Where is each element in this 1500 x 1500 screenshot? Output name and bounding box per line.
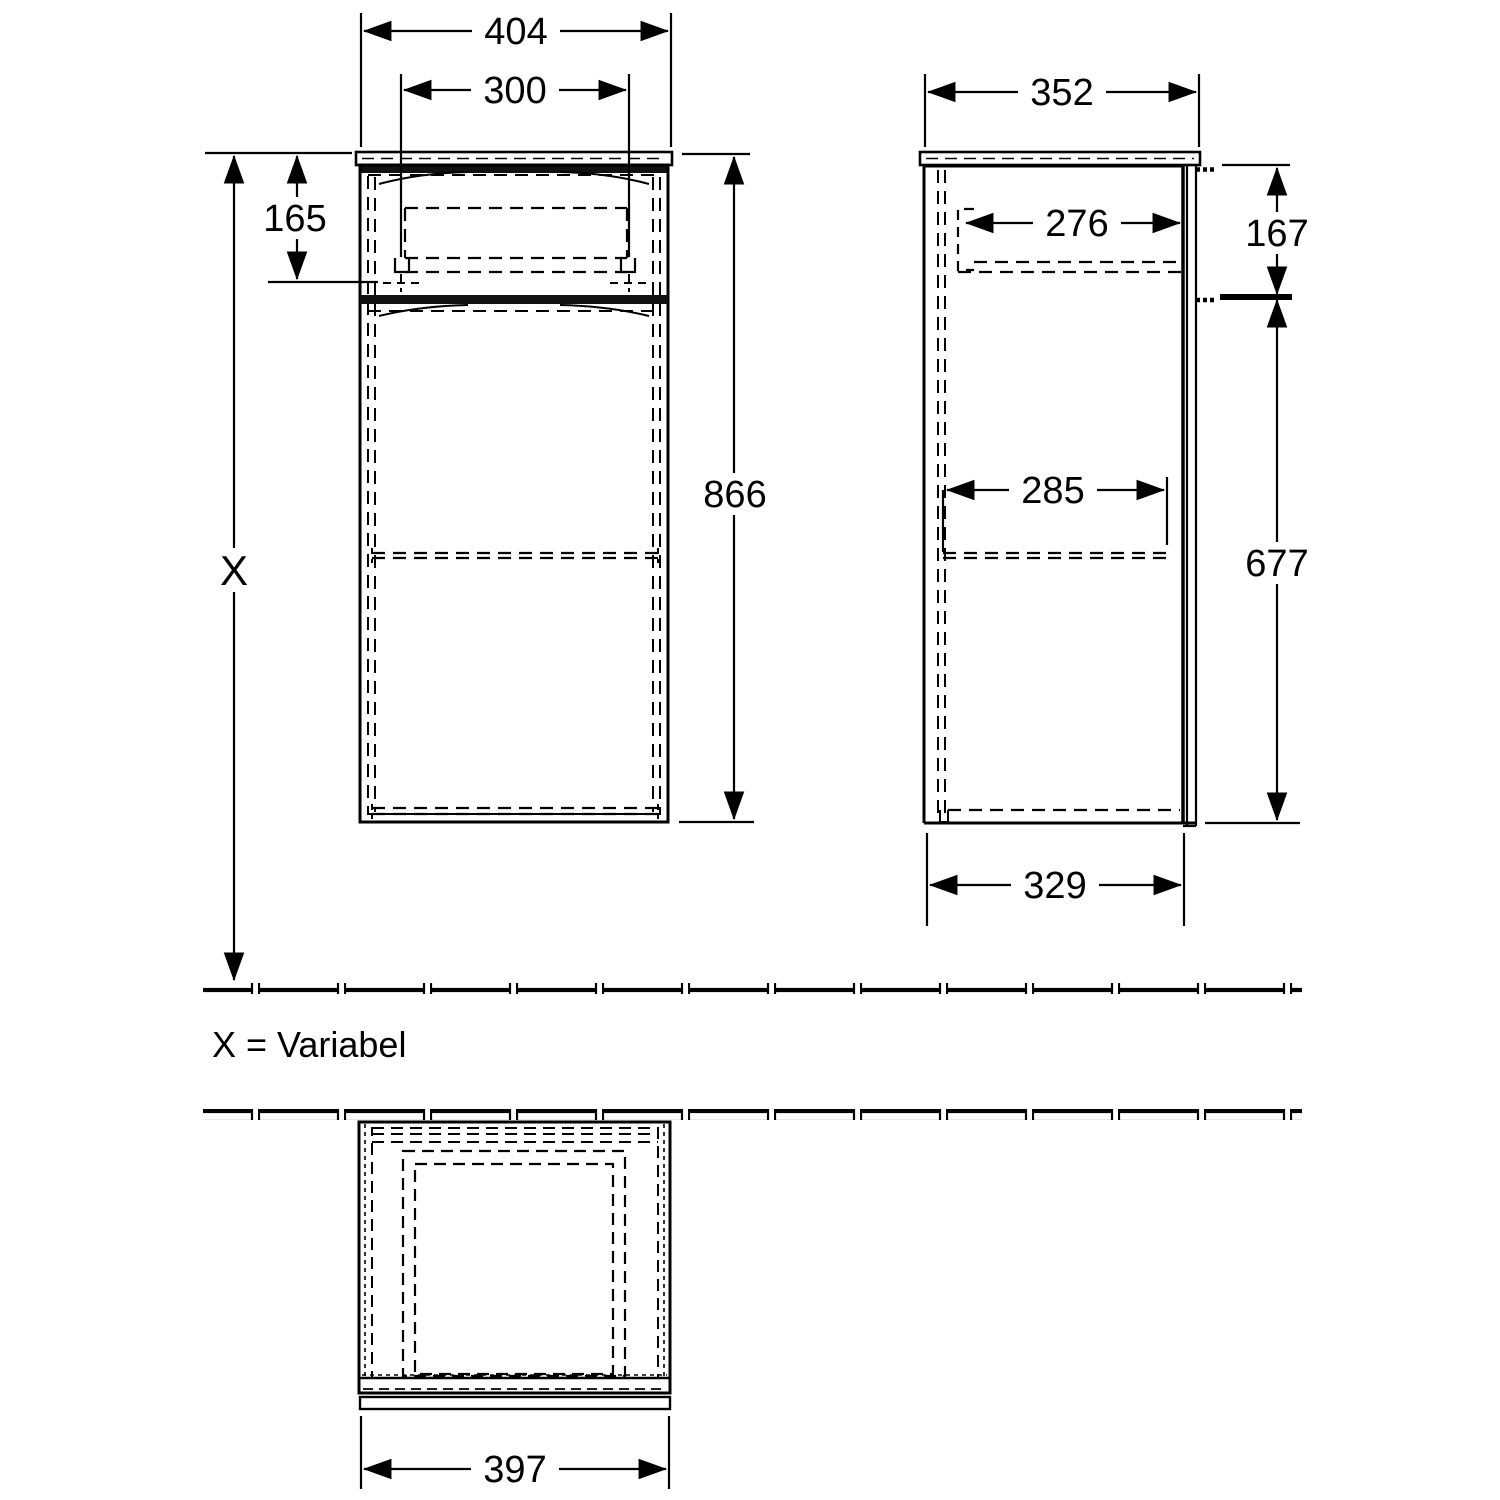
side-door-panel: [1183, 165, 1196, 826]
dim-side-drawer-depth: 276: [1045, 203, 1109, 245]
front-divider-band: [360, 295, 668, 304]
dim-side-depth: 352: [1030, 72, 1094, 114]
side-shelf-hidden: [943, 553, 1168, 558]
top-carcass: [359, 1122, 670, 1393]
dim-front-drawer-section-height: 165: [263, 198, 327, 240]
dim-front-carcass-height: 866: [703, 474, 767, 516]
dim-side-upper-section-height: 167: [1245, 213, 1309, 255]
dimension-label-backgrounds: [215, 10, 1321, 1490]
dim-top-outer-width: 397: [483, 1449, 547, 1491]
top-view: [359, 1122, 670, 1409]
front-drawer-hidden-outline: [383, 208, 647, 292]
dim-front-drawer-inner-width: 300: [483, 70, 547, 112]
wall-hatch-lower: [203, 1109, 1302, 1120]
dim-side-carcass-depth: 329: [1023, 865, 1087, 907]
dim-front-outer-width: 404: [484, 11, 548, 53]
dim-side-shelf-depth: 285: [1021, 470, 1085, 512]
dim-front-total-height: X: [219, 547, 249, 594]
top-drawer-outer: [403, 1151, 625, 1376]
top-front-panel: [360, 1397, 670, 1409]
front-shelf-hidden: [372, 548, 658, 563]
top-drawer-inner: [415, 1164, 613, 1374]
front-bottom-hidden: [372, 804, 658, 819]
note-x-variable: X = Variabel: [212, 1024, 407, 1065]
dimensions: [205, 13, 1300, 1489]
dim-side-lower-section-height: 677: [1245, 543, 1309, 585]
dimension-labels: [220, 11, 1309, 1491]
front-view: [356, 152, 672, 822]
floor-hatch-upper: [203, 983, 1302, 994]
